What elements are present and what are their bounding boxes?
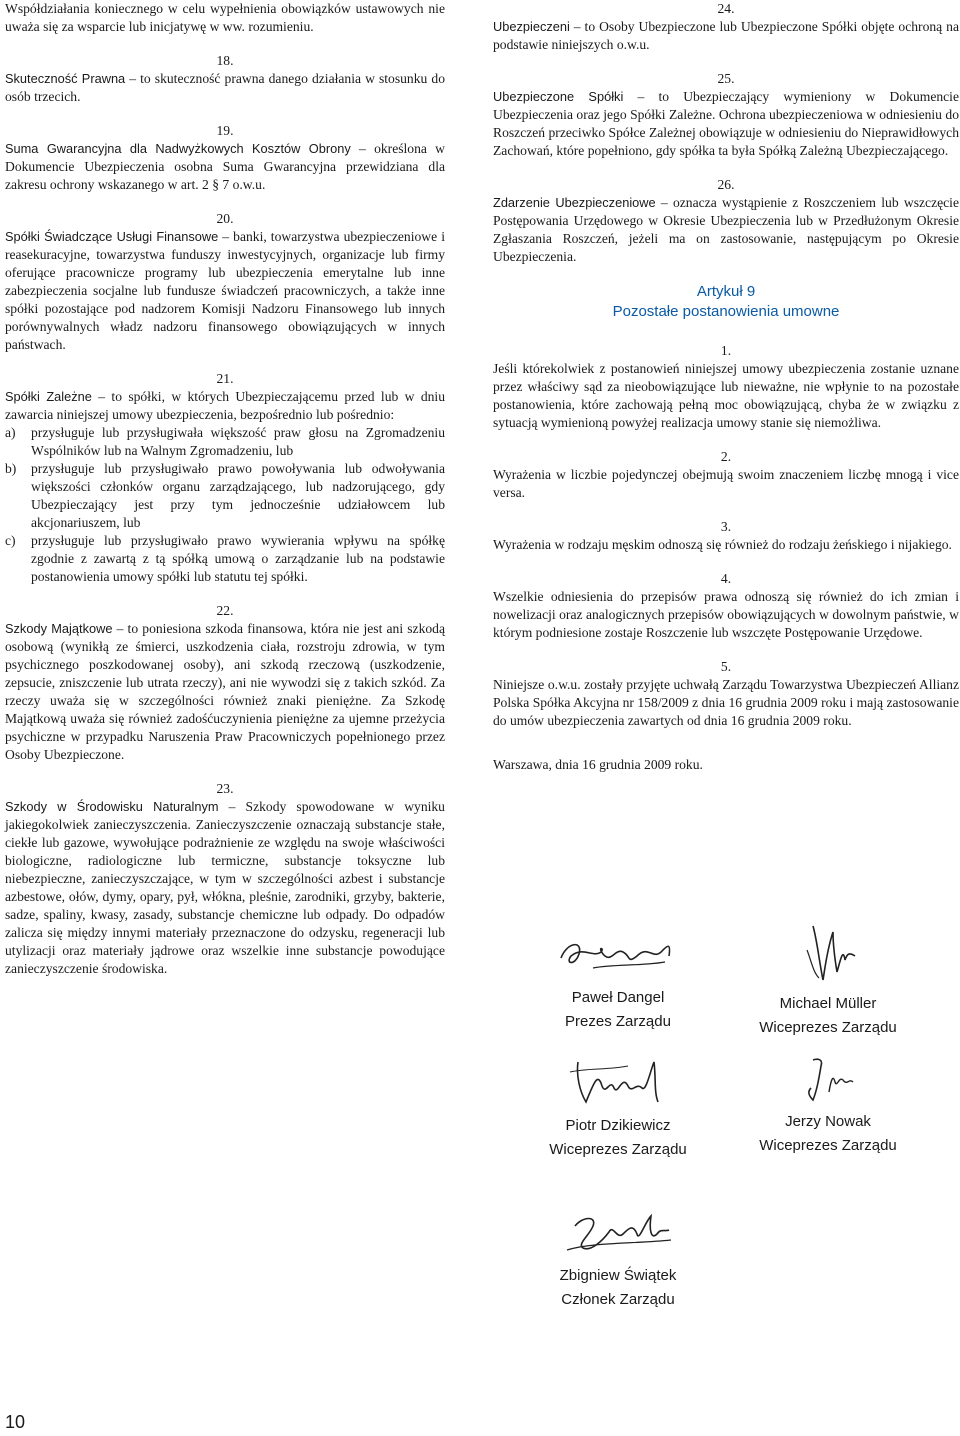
intro-text: Współdziałania koniecznego w celu wypełnienia obowiązków ustawowych nie uważa się za wsparcie lub inicjatywę w ww. rozumieniu. [5, 1, 445, 34]
signatory-role: Wiceprezes Zarządu [759, 1019, 897, 1036]
signature-block [513, 928, 723, 1034]
handwritten-signature [553, 1204, 683, 1258]
signature-block [723, 1052, 933, 1158]
list-marker: a) [5, 425, 16, 440]
definition-number: 22. [216, 603, 234, 618]
definition-body [5, 620, 445, 764]
definition-number: 24. [717, 1, 735, 16]
definition-text: – Szkody spowodowane w wyniku jakiegokolwiek zanieczyszczenia. Zanieczyszczenie oznaczają substancje stałe, ciekłe lub gazowe, wywołujące podrażnienie ze względu na swoje właściwości biologiczne, radiologiczne lub termiczne, substancje toksyczne lub niebezpieczne, zanieczyszczające, w tym w szczególności azbest i substancje azbestowe, ołów, dymy, opary, pył, włókna, pleśnie, zarodniki, grzyby, bakterie, sadze, spaliny, kwasy, zasady, substancje chemiczne lub odpady. Do odpadów zalicza się między innymi materiały przeznaczone do odzysku, regeneracji lub utylizacji oraz materiały jądrowe oraz wszelkie inne substancje powodujące zanieczyszczenie środowiska. [5, 799, 445, 976]
signatory-role: Członek Zarządu [561, 1291, 675, 1308]
definition-body [5, 70, 445, 106]
signatures-block [493, 920, 959, 1320]
article-subtitle: Pozostałe postanowienia umowne [612, 303, 840, 320]
definition-text: – to Ubezpieczający wymieniony w Dokumencie Ubezpieczenia oraz jego Spółki Zależne. Ochrona ubezpieczeniowa w odniesieniu do Roszczeń przeciwko Spółce Zależnej obowiązuje w odniesieniu do Nieprawidłowych Zachowań, które popełniono, gdy spółka ta była Spółką Zależną Ubezpieczającego. [493, 89, 959, 158]
right-column [493, 0, 959, 774]
definition-number: 20. [216, 211, 234, 226]
provision-text: Jeśli którekolwiek z postanowień niniejszej umowy ubezpieczenia zostanie uznane przez właściwy sąd za nieobowiązujące lub nieważne, nie wpłynie to na pozostałe postanowienia, które zachowają pełną moc obowiązującą, chyba że w związku z sytuacją wymienioną powyżej realizacja umowy stanie się niemożliwa. [493, 361, 959, 430]
definition-number: 19. [216, 123, 234, 138]
definition-text: – to skuteczność prawna danego działania w stosunku do osób trzecich. [5, 71, 445, 104]
signature-block [513, 1052, 723, 1162]
article-title: Artykuł 9 [696, 283, 756, 300]
definition-list [5, 424, 445, 586]
signature-block [723, 920, 933, 1040]
provision-number: 4. [720, 571, 732, 586]
signatory-name: Piotr Dzikiewicz [565, 1117, 671, 1134]
definition-term: Spółki Zależne [5, 389, 92, 404]
definition-term: Skuteczność Prawna [5, 71, 126, 86]
definition-text: – oznacza wystąpienie z Roszczeniem lub wszczęcie Postępowania Urzędowego w Okresie Ubezpieczenia lub w Przedłużonym Okresie Zgłaszania Roszczeń, jeżeli ma on zastosowanie, następującym po Okresie Ubezpieczenia. [493, 195, 959, 264]
handwritten-signature [558, 1052, 678, 1108]
definition-22 [5, 602, 445, 764]
provision-4 [493, 570, 959, 642]
definition-term: Zdarzenie Ubezpieczeniowe [493, 195, 656, 210]
provision-text: Wszelkie odniesienia do przepisów prawa odnoszą się również do ich zmian i nowelizacji oraz analogicznych przepisów obowiązujących w dowolnym państwie, w którym podniesione zostaje Roszczenie lub wszczęte Postępowanie Urzędowe. [493, 589, 959, 640]
signatory-role: Wiceprezes Zarządu [549, 1141, 687, 1158]
signatory-name: Michael Müller [779, 995, 877, 1012]
signature-block [513, 1204, 723, 1312]
definition-text: – banki, towarzystwa ubezpieczeniowe i reasekuracyjne, towarzystwa funduszy inwestycyjnych, organizacje lub firmy oferujące pracownicze programy lub ubezpieczenia emerytalne lub inne zabezpieczenia socjalne lub fundusze świadczeń pracowniczych, a także inne spółki pozostające pod nadzorem Komisji Nadzoru Finansowego lub innych porównywalnych władz nadzoru finansowego obowiązujących w innych państwach. [5, 229, 445, 352]
definition-text: – to poniesiona szkoda finansowa, która nie jest ani szkodą osobową (wynikłą ze śmierci, uszkodzenia ciała, rozstroju zdrowia, w tym psychicznego poszkodowanej osoby), ani szkodą rzeczową (uszkodzenie, zepsucie, zniszczenie lub utrata rzeczy), ani nie wywodzi się z takich szkód. Za rzeczy uważa się w szczególności również znaki pieniężne. Za Szkodę Majątkową uważa się również zadośćuczynienia pieniężne za ujemne przeżycia psychiczne w przypadku Naruszenia Praw Pracowniczych popełnionego przez Osoby Ubezpieczone. [5, 621, 446, 762]
definition-text: – to Osoby Ubezpieczone lub Ubezpieczone Spółki objęte ochroną na podstawie niniejszych o.w.u. [493, 19, 959, 52]
provision-3 [493, 518, 959, 554]
definition-number: 26. [717, 177, 735, 192]
list-item [5, 424, 445, 460]
definition-23 [5, 780, 445, 978]
definition-number: 21. [216, 371, 234, 386]
list-text: przysługuje lub przysługiwało prawo wywierania wpływu na spółkę zgodnie z zawartą z tą spółką umową o zarządzanie lub na podstawie postanowienia umowy spółki lub statutu tej spółki. [31, 533, 445, 584]
provision-5 [493, 658, 959, 730]
handwritten-signature [783, 1052, 873, 1104]
definition-term: Szkody Majątkowe [5, 621, 113, 636]
definition-text: – określona w Dokumencie Ubezpieczenia osobna Suma Gwarancyjna przewidziana dla zakresu ochrony wskazanego w art. 2 § 7 o.w.u. [5, 141, 445, 192]
definition-26 [493, 176, 959, 266]
definition-25 [493, 70, 959, 160]
definition-body [5, 140, 445, 194]
provision-text: Niniejsze o.w.u. zostały przyjęte uchwałą Zarządu Towarzystwa Ubezpieczeń Allianz Polska Spółka Akcyjna nr 158/2009 z dnia 16 grudnia 2009 roku i mają zastosowanie do umów ubezpieczenia zawartych od dnia 16 grudnia 2009 roku. [493, 677, 959, 728]
definition-term: Szkody w Środowisku Naturalnym [5, 799, 219, 814]
definition-term: Spółki Świadczące Usługi Finansowe [5, 229, 219, 244]
provision-number: 2. [720, 449, 732, 464]
article-heading [493, 282, 959, 322]
list-marker: b) [5, 461, 17, 476]
definition-number: 18. [216, 53, 234, 68]
definition-body [5, 388, 445, 424]
left-column [5, 0, 445, 994]
provision-number: 3. [720, 519, 732, 534]
definition-text: – to spółki, w których Ubezpieczającemu przed lub w dniu zawarcia niniejszej umowy ubezpieczenia, bezpośrednio lub pośrednio: [5, 389, 446, 422]
definition-number: 25. [717, 71, 735, 86]
list-marker: c) [5, 533, 16, 548]
definition-21 [5, 370, 445, 586]
definition-term: Suma Gwarancyjna dla Nadwyżkowych Kosztów Obrony [5, 141, 351, 156]
definition-body [493, 194, 959, 266]
definition-18 [5, 52, 445, 106]
provision-text: Wyrażenia w rodzaju męskim odnoszą się również do rodzaju żeńskiego i nijakiego. [493, 537, 952, 552]
handwritten-signature [553, 928, 683, 980]
list-item [5, 532, 445, 586]
signatory-role: Wiceprezes Zarządu [759, 1137, 897, 1154]
provision-2 [493, 448, 959, 502]
handwritten-signature [783, 920, 873, 986]
provision-number: 1. [720, 343, 732, 358]
signatory-role: Prezes Zarządu [565, 1013, 671, 1030]
definition-body [493, 88, 959, 160]
definition-body [493, 18, 959, 54]
list-text: przysługuje lub przysługiwała większość praw głosu na Zgromadzeniu Wspólników lub na Walnym Zgromadzeniu, lub [31, 425, 445, 458]
signatory-name: Paweł Dangel [571, 989, 665, 1006]
definition-term: Ubezpieczeni [493, 19, 570, 34]
definition-body [5, 798, 445, 978]
page-number: 10 [5, 1412, 26, 1432]
list-text: przysługuje lub przysługiwało prawo powoływania lub odwoływania większości członków organu zarządzającego, lub nadzorującego, gdy Ubezpieczający jest przy tym jednocześnie udziałowcem lub akcjonariuszem, lub [31, 461, 445, 530]
definition-19 [5, 122, 445, 194]
definition-number: 23. [216, 781, 234, 796]
signatory-name: Jerzy Nowak [785, 1113, 871, 1130]
provision-1 [493, 342, 959, 432]
definition-term: Ubezpieczone Spółki [493, 89, 624, 104]
intro-paragraph [5, 0, 445, 36]
signatory-name: Zbigniew Świątek [559, 1267, 677, 1284]
provision-number: 5. [720, 659, 732, 674]
definition-body [5, 228, 445, 354]
provision-text: Wyrażenia w liczbie pojedynczej obejmują swoim znaczeniem liczbę mnogą i vice versa. [493, 467, 959, 500]
place-date: Warszawa, dnia 16 grudnia 2009 roku. [493, 757, 703, 772]
list-item [5, 460, 445, 532]
definition-24 [493, 0, 959, 54]
definition-20 [5, 210, 445, 354]
